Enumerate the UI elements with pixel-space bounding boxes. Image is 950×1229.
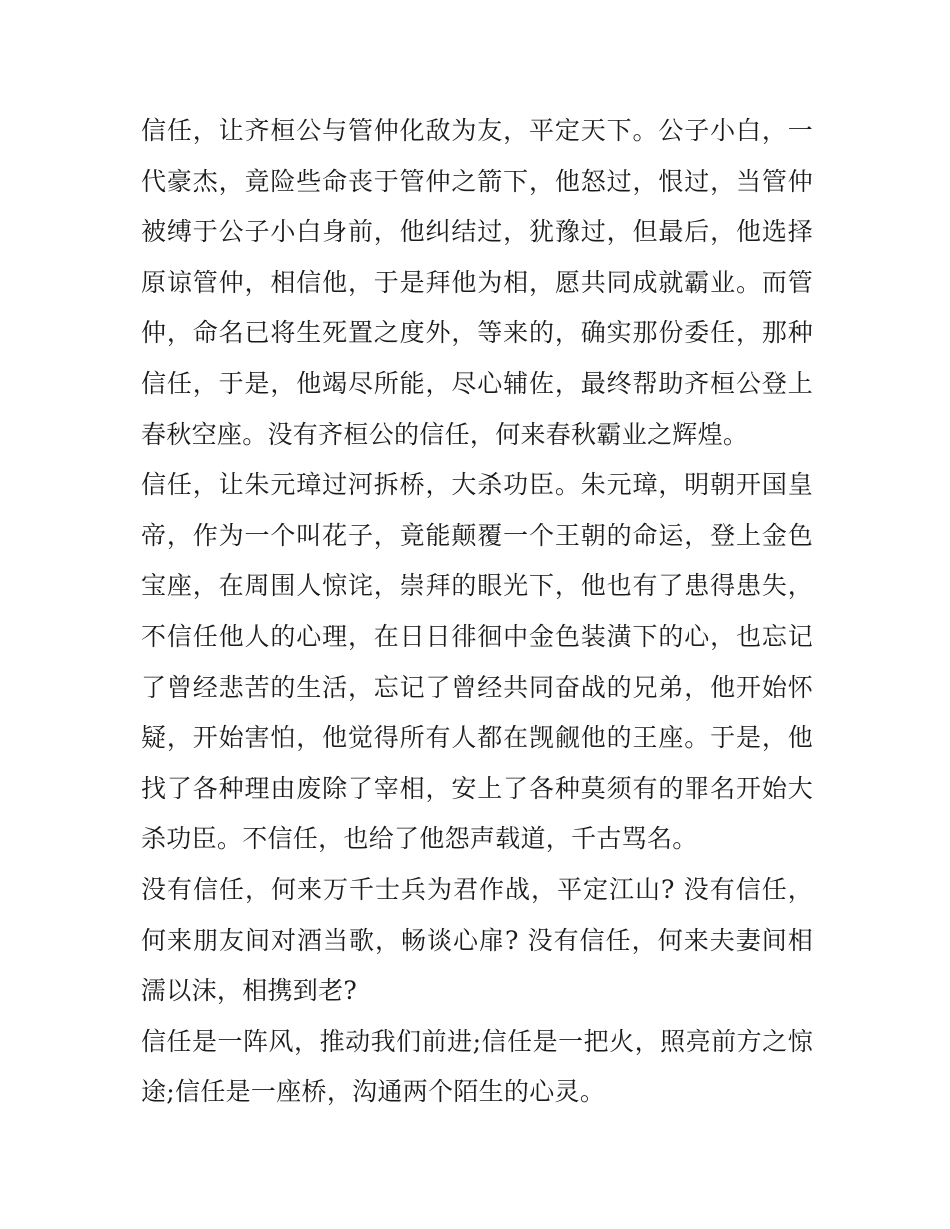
paragraph-4: 信任是一阵风，推动我们前进;信任是一把火，照亮前方之惊途;信任是一座桥，沟通两个陌生的心灵。	[141, 1026, 813, 1107]
paragraph-1: 信任，让齐桓公与管仲化敌为友，平定天下。公子小白，一代豪杰，竟险些命丧于管仲之箭下，他怒过，恨过，当管仲被缚于公子小白身前，他纠结过，犹豫过，但最后，他选择原谅管仲，相信他，于是拜他为相，愿共同成就霸业。而管仲，命名已将生死置之度外，等来的，确实那份委任，那种信任，于是，他竭尽所能，尽心辅佐，最终帮助齐桓公登上春秋空座。没有齐桓公的信任，何来春秋霸业之辉煌。	[141, 116, 813, 449]
paragraph-2: 信任，让朱元璋过河拆桥，大杀功臣。朱元璋，明朝开国皇帝，作为一个叫花子，竟能颠覆一个王朝的命运，登上金色宝座，在周围人惊诧，崇拜的眼光下，他也有了患得患失，不信任他人的心理，在日日徘徊中金色装潢下的心，也忘记了曾经悲苦的生活，忘记了曾经共同奋战的兄弟，他开始怀疑，开始害怕，他觉得所有人都在觊觎他的王座。于是，他找了各种理由废除了宰相，安上了各种莫须有的罪名开始大杀功臣。不信任，也给了他怨声载道，千古骂名。	[141, 470, 813, 854]
paragraph-3: 没有信任，何来万千士兵为君作战，平定江山? 没有信任，何来朋友间对酒当歌，畅谈心扉? 没有信任，何来夫妻间相濡以沫，相携到老?	[141, 874, 813, 1006]
document-body	[141, 106, 813, 1118]
